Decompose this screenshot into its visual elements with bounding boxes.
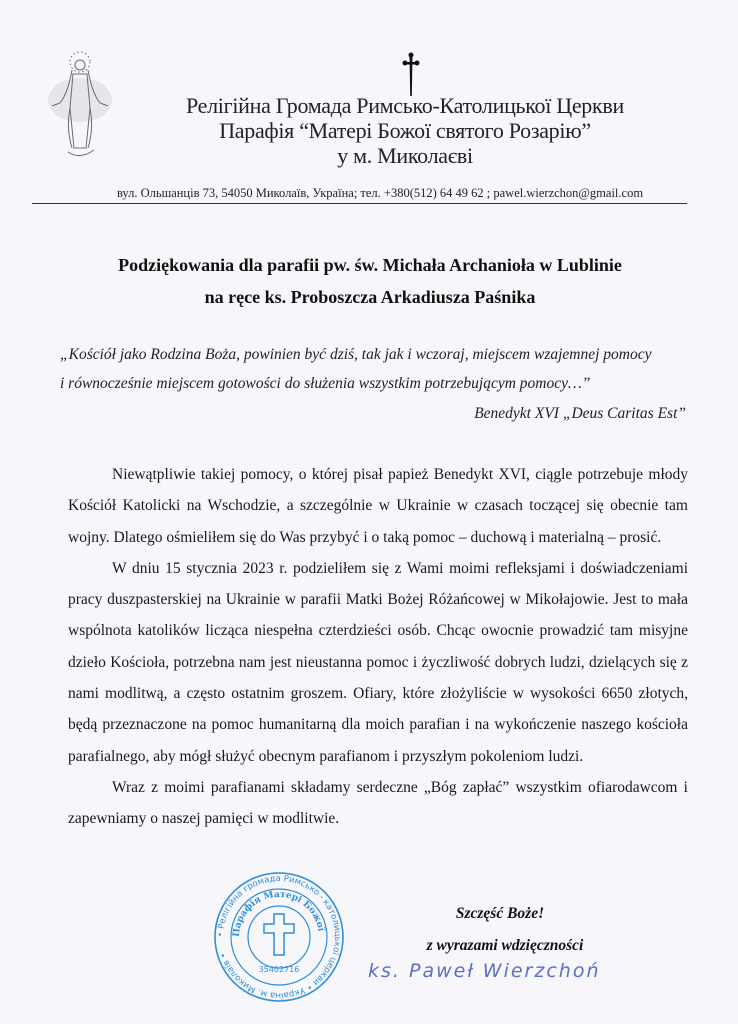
body-paragraph-3: Wraz z moimi parafianami składamy serdeczne „Bóg zapłać” wszystkim ofiarodawcom i zapewniamy o naszej pamięci w modlitwie. [68, 778, 688, 828]
letterhead-address: вул. Ольшанців 73, 54050 Миколаїв, Україна; тел. +380(512) 64 49 62 ; pawel.wierzchon@gmail.com [116, 186, 644, 200]
closing-greeting: Szczęść Boże! [455, 905, 545, 922]
letterhead-line3: у м. Миколаєві [337, 143, 473, 168]
cross-icon [400, 52, 422, 96]
closing-thanks: z wyrazami wdzięczności [426, 937, 584, 954]
letterhead-line1: Релігійна Громада Римсько-Католицької Церкви [186, 93, 624, 118]
letter-title-line1: Podziękowania dla parafii pw. św. Michała Archanioła w Lublinie [118, 255, 622, 275]
stamp-cross-icon [264, 914, 294, 955]
quote-line1: „Kościół jako Rodzina Boża, powinien być dziś, tak jak i wczoraj, miejscem wzajemnej pomocy [60, 346, 652, 363]
letterhead-line2: Парафія “Матері Божої святого Розарію” [219, 118, 591, 143]
stamp-outer-text: • Релігійна громада Римсько - католицької церкви • Україна м. Миколаїв • [215, 873, 343, 1001]
letter-body [68, 459, 688, 835]
letter-title-line2: na ręce ks. Proboszcza Arkadiusza Paśnika [204, 287, 536, 307]
header-divider [32, 203, 687, 204]
handwritten-signature: ks. Paweł Wierzchoń [368, 960, 601, 982]
quote-line2: i równocześnie miejscem gotowości do służenia wszystkim potrzebującym pomocy…” [60, 375, 591, 392]
body-paragraph-1: Niewątpliwie takiej pomocy, o której pisał papież Benedykt XVI, ciągle potrzebuje młody Kościół Katolicki na Wschodzie, a szczególnie w Ukrainie w czasach toczącej się obecnie tam wojny. Dlatego ośmieliłem się do Was przybyć i o taką pomoc – duchową i materialną – prosić. [68, 466, 688, 546]
stamp-number: 35402716 [258, 965, 300, 974]
parish-stamp [212, 870, 346, 1004]
quote-attribution: Benedykt XVI „Deus Caritas Est” [474, 405, 686, 422]
stamp-inner-text: Парафія Матері Божої [231, 889, 326, 938]
madonna-illustration [38, 48, 122, 168]
body-paragraph-2: W dniu 15 stycznia 2023 r. podzieliłem się z Wami moimi refleksjami i doświadczeniami pracy duszpasterskiej na Ukrainie w parafii Matki Bożej Różańcowej w Mikołajowie. Jest to mała wspólnota katolików licząca niespełna czterdzieści osób. Chcąc owocnie prowadzić tam misyjne dzieło Kościoła, potrzebna nam jest nieustanna pomoc i życzliwość dobrych ludzi, dzielących się z nami modlitwą, a często ostatnim groszem. Ofiary, które złożyliście w wysokości 6650 złotych, będą przeznaczone na pomoc humanitarną dla moich parafian i na wykończenie naszego kościoła parafialnego, aby mógł służyć obecnym parafianom i przyszłym pokoleniom ludzi. [68, 559, 688, 765]
